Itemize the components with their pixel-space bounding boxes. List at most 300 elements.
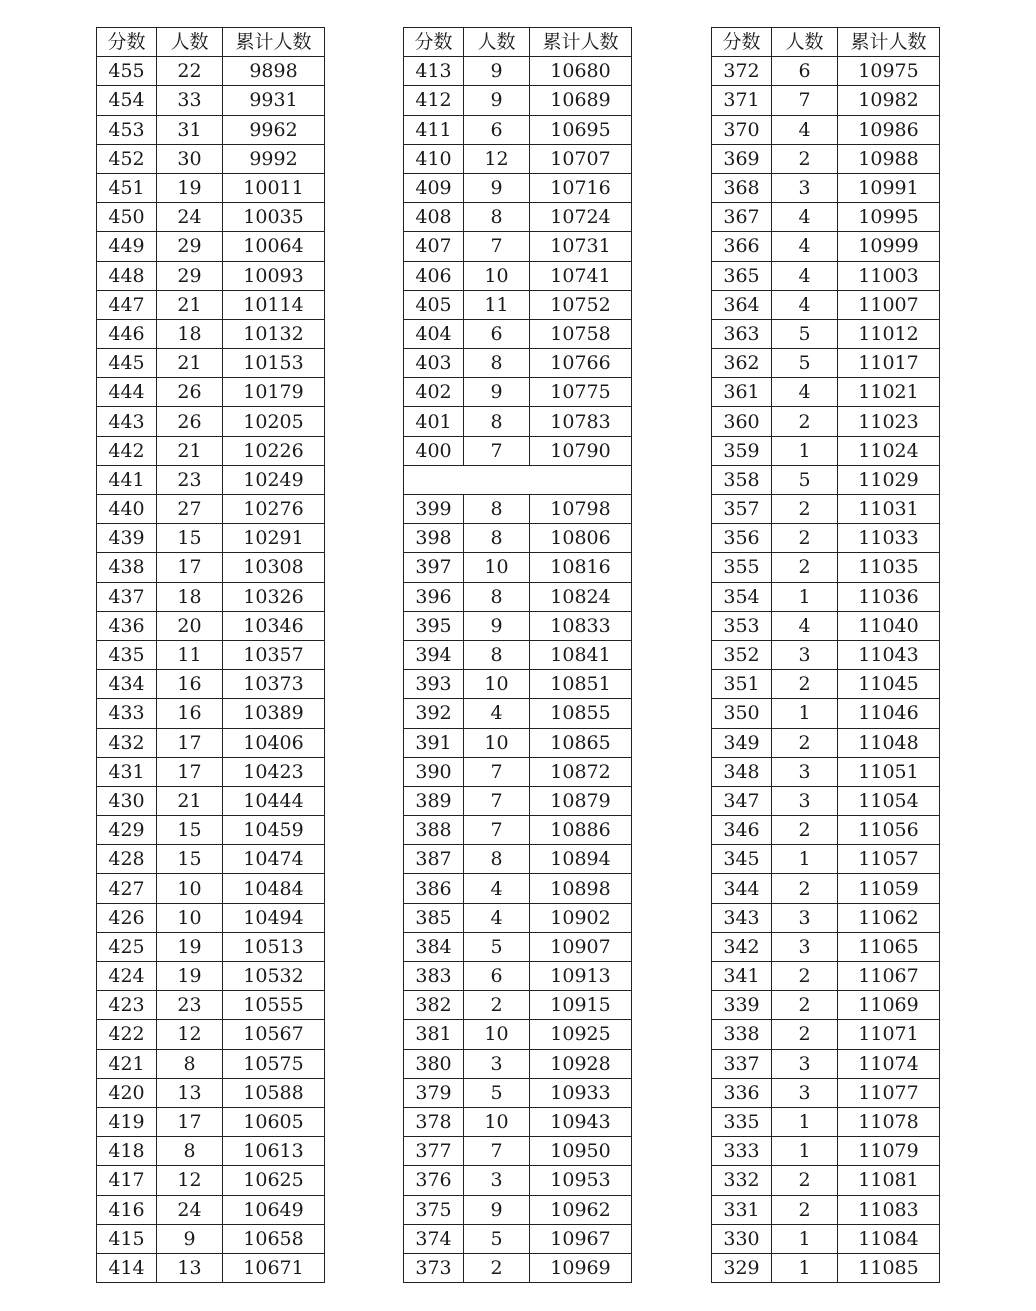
count-cell: 1 — [772, 1224, 838, 1253]
count-cell: 10 — [464, 1020, 530, 1049]
count-cell: 5 — [464, 1078, 530, 1107]
table-row — [97, 378, 325, 407]
table-row — [97, 845, 325, 874]
table-row — [712, 991, 940, 1020]
count-cell: 11 — [157, 640, 223, 669]
cumulative-cell: 9931 — [223, 86, 325, 115]
count-cell: 4 — [772, 378, 838, 407]
cumulative-cell: 10658 — [223, 1224, 325, 1253]
cumulative-cell: 10872 — [530, 757, 632, 786]
cumulative-cell: 10011 — [223, 173, 325, 202]
count-cell: 15 — [157, 845, 223, 874]
table-row — [712, 349, 940, 378]
score-cell: 384 — [404, 932, 464, 961]
count-cell: 8 — [464, 640, 530, 669]
score-cell: 342 — [712, 932, 772, 961]
cumulative-cell: 9992 — [223, 144, 325, 173]
table-row — [712, 173, 940, 202]
count-cell: 30 — [157, 144, 223, 173]
score-cell: 331 — [712, 1195, 772, 1224]
table-row — [404, 962, 632, 991]
count-cell: 26 — [157, 407, 223, 436]
score-cell: 365 — [712, 261, 772, 290]
table-row — [712, 640, 940, 669]
cumulative-cell: 10741 — [530, 261, 632, 290]
cumulative-cell: 11059 — [838, 874, 940, 903]
score-cell: 390 — [404, 757, 464, 786]
score-cell: 420 — [97, 1078, 157, 1107]
score-cell: 376 — [404, 1166, 464, 1195]
score-cell: 353 — [712, 611, 772, 640]
score-cell: 428 — [97, 845, 157, 874]
cumulative-cell: 10494 — [223, 903, 325, 932]
cumulative-cell: 10389 — [223, 699, 325, 728]
cumulative-cell: 10613 — [223, 1137, 325, 1166]
cumulative-cell: 10851 — [530, 670, 632, 699]
cumulative-cell: 10625 — [223, 1166, 325, 1195]
cumulative-cell: 11084 — [838, 1224, 940, 1253]
score-cell: 349 — [712, 728, 772, 757]
cumulative-cell: 11033 — [838, 524, 940, 553]
score-cell: 427 — [97, 874, 157, 903]
cumulative-cell: 11056 — [838, 816, 940, 845]
count-cell: 7 — [464, 1137, 530, 1166]
table-row — [712, 261, 940, 290]
cumulative-cell: 10855 — [530, 699, 632, 728]
table-row — [404, 699, 632, 728]
score-cell: 413 — [404, 57, 464, 86]
table-row — [97, 728, 325, 757]
count-cell: 12 — [464, 144, 530, 173]
cumulative-cell: 10093 — [223, 261, 325, 290]
table-row — [404, 465, 632, 494]
score-cell: 402 — [404, 378, 464, 407]
table-row — [97, 290, 325, 319]
cumulative-cell: 10308 — [223, 553, 325, 582]
score-cell: 370 — [712, 115, 772, 144]
count-cell: 21 — [157, 436, 223, 465]
cumulative-cell: 11067 — [838, 962, 940, 991]
table-row — [97, 436, 325, 465]
count-cell: 2 — [772, 407, 838, 436]
count-cell: 16 — [157, 699, 223, 728]
table-row — [404, 786, 632, 815]
score-cell: 452 — [97, 144, 157, 173]
count-cell: 15 — [157, 524, 223, 553]
cumulative-cell: 10179 — [223, 378, 325, 407]
count-cell: 29 — [157, 232, 223, 261]
table-row — [97, 1253, 325, 1282]
table-row — [712, 611, 940, 640]
cumulative-cell: 11046 — [838, 699, 940, 728]
count-cell: 5 — [772, 319, 838, 348]
table-row — [404, 349, 632, 378]
table-row — [404, 203, 632, 232]
score-cell: 417 — [97, 1166, 157, 1195]
cumulative-cell: 11012 — [838, 319, 940, 348]
cumulative-cell: 10249 — [223, 465, 325, 494]
score-cell: 451 — [97, 173, 157, 202]
table-row — [712, 553, 940, 582]
table-row — [97, 173, 325, 202]
count-cell: 10 — [157, 874, 223, 903]
score-cell: 412 — [404, 86, 464, 115]
score-cell: 401 — [404, 407, 464, 436]
header-count: 人数 — [157, 28, 223, 57]
score-cell: 356 — [712, 524, 772, 553]
table-row — [712, 1137, 940, 1166]
table-row — [712, 495, 940, 524]
count-cell: 1 — [772, 699, 838, 728]
cumulative-cell: 10346 — [223, 611, 325, 640]
table-row — [404, 874, 632, 903]
cumulative-cell: 10783 — [530, 407, 632, 436]
table-row — [97, 932, 325, 961]
count-cell: 3 — [772, 757, 838, 786]
cumulative-cell: 10459 — [223, 816, 325, 845]
cumulative-cell: 11007 — [838, 290, 940, 319]
count-cell: 9 — [464, 86, 530, 115]
score-cell: 448 — [97, 261, 157, 290]
count-cell: 3 — [464, 1049, 530, 1078]
count-cell: 9 — [464, 173, 530, 202]
table-row — [404, 757, 632, 786]
score-cell: 397 — [404, 553, 464, 582]
cumulative-cell: 10575 — [223, 1049, 325, 1078]
score-cell: 337 — [712, 1049, 772, 1078]
cumulative-cell: 10824 — [530, 582, 632, 611]
cumulative-cell: 10886 — [530, 816, 632, 845]
score-cell: 385 — [404, 903, 464, 932]
score-cell: 447 — [97, 290, 157, 319]
cumulative-cell: 11003 — [838, 261, 940, 290]
table-row — [97, 1020, 325, 1049]
cumulative-cell: 10513 — [223, 932, 325, 961]
count-cell: 2 — [772, 670, 838, 699]
score-cell: 391 — [404, 728, 464, 757]
count-cell: 10 — [157, 903, 223, 932]
count-cell: 1 — [772, 1253, 838, 1282]
cumulative-cell: 10988 — [838, 144, 940, 173]
score-cell: 430 — [97, 786, 157, 815]
table-row — [404, 261, 632, 290]
count-cell: 21 — [157, 290, 223, 319]
table-row — [712, 816, 940, 845]
table-row — [712, 728, 940, 757]
cumulative-cell: 11023 — [838, 407, 940, 436]
score-cell: 371 — [712, 86, 772, 115]
cumulative-cell: 10766 — [530, 349, 632, 378]
count-cell: 24 — [157, 1195, 223, 1224]
cumulative-cell: 10943 — [530, 1107, 632, 1136]
table-row — [404, 144, 632, 173]
header-count: 人数 — [464, 28, 530, 57]
cumulative-cell: 10444 — [223, 786, 325, 815]
score-table-2 — [403, 27, 632, 1283]
table-row — [404, 991, 632, 1020]
score-cell: 442 — [97, 436, 157, 465]
cumulative-cell: 11062 — [838, 903, 940, 932]
table-row — [97, 1195, 325, 1224]
header-score: 分数 — [404, 28, 464, 57]
count-cell: 10 — [464, 261, 530, 290]
count-cell: 7 — [464, 436, 530, 465]
score-cell: 378 — [404, 1107, 464, 1136]
table-row — [97, 991, 325, 1020]
score-cell: 345 — [712, 845, 772, 874]
cumulative-cell: 10357 — [223, 640, 325, 669]
score-cell: 415 — [97, 1224, 157, 1253]
table-row — [97, 903, 325, 932]
score-cell: 423 — [97, 991, 157, 1020]
count-cell: 18 — [157, 582, 223, 611]
table-row — [97, 611, 325, 640]
table-row — [712, 1253, 940, 1282]
count-cell: 10 — [464, 553, 530, 582]
count-cell: 3 — [772, 173, 838, 202]
score-cell: 341 — [712, 962, 772, 991]
count-cell: 10 — [464, 728, 530, 757]
count-cell: 4 — [464, 874, 530, 903]
table-row — [712, 1078, 940, 1107]
table-row — [404, 903, 632, 932]
score-cell: 348 — [712, 757, 772, 786]
cumulative-cell: 10833 — [530, 611, 632, 640]
table-row — [712, 582, 940, 611]
count-cell: 3 — [772, 1049, 838, 1078]
count-cell: 9 — [464, 57, 530, 86]
score-cell: 388 — [404, 816, 464, 845]
table-row — [404, 232, 632, 261]
count-cell: 2 — [772, 524, 838, 553]
table-row — [404, 582, 632, 611]
header-cumulative: 累计人数 — [530, 28, 632, 57]
count-cell: 2 — [772, 1020, 838, 1049]
cumulative-cell: 10950 — [530, 1137, 632, 1166]
cumulative-cell: 10716 — [530, 173, 632, 202]
header-score: 分数 — [97, 28, 157, 57]
count-cell: 12 — [157, 1020, 223, 1049]
score-cell: 424 — [97, 962, 157, 991]
score-cell: 431 — [97, 757, 157, 786]
table-row — [404, 1253, 632, 1282]
score-cell: 399 — [404, 495, 464, 524]
cumulative-cell: 10915 — [530, 991, 632, 1020]
count-cell: 21 — [157, 349, 223, 378]
table-row — [712, 1195, 940, 1224]
table-row — [712, 699, 940, 728]
count-cell: 22 — [157, 57, 223, 86]
score-cell: 369 — [712, 144, 772, 173]
score-cell: 336 — [712, 1078, 772, 1107]
score-cell: 351 — [712, 670, 772, 699]
score-cell: 383 — [404, 962, 464, 991]
table-row — [404, 932, 632, 961]
count-cell: 19 — [157, 173, 223, 202]
score-cell: 352 — [712, 640, 772, 669]
count-cell: 6 — [464, 115, 530, 144]
table-row — [97, 407, 325, 436]
score-cell: 432 — [97, 728, 157, 757]
score-cell: 364 — [712, 290, 772, 319]
cumulative-cell: 10588 — [223, 1078, 325, 1107]
count-cell: 9 — [157, 1224, 223, 1253]
table-row — [404, 1049, 632, 1078]
count-cell: 17 — [157, 757, 223, 786]
count-cell: 5 — [772, 465, 838, 494]
count-cell: 3 — [464, 1166, 530, 1195]
count-cell: 4 — [772, 290, 838, 319]
table-row — [97, 232, 325, 261]
count-cell: 3 — [772, 932, 838, 961]
table-row — [97, 874, 325, 903]
count-cell: 4 — [772, 115, 838, 144]
score-cell: 374 — [404, 1224, 464, 1253]
cumulative-cell: 11083 — [838, 1195, 940, 1224]
table-row — [712, 1020, 940, 1049]
count-cell: 8 — [464, 407, 530, 436]
score-cell: 440 — [97, 495, 157, 524]
count-cell: 2 — [464, 991, 530, 1020]
cumulative-cell: 10925 — [530, 1020, 632, 1049]
cumulative-cell: 10995 — [838, 203, 940, 232]
table-row — [404, 115, 632, 144]
count-cell: 31 — [157, 115, 223, 144]
cumulative-cell: 10205 — [223, 407, 325, 436]
table-row — [97, 1078, 325, 1107]
cumulative-cell: 11040 — [838, 611, 940, 640]
count-cell: 7 — [464, 786, 530, 815]
score-cell: 411 — [404, 115, 464, 144]
count-cell: 8 — [464, 495, 530, 524]
cumulative-cell: 11024 — [838, 436, 940, 465]
count-cell: 1 — [772, 845, 838, 874]
count-cell: 26 — [157, 378, 223, 407]
table-row — [97, 115, 325, 144]
score-cell: 406 — [404, 261, 464, 290]
cumulative-cell: 10555 — [223, 991, 325, 1020]
score-cell: 380 — [404, 1049, 464, 1078]
score-cell: 454 — [97, 86, 157, 115]
table-row — [712, 378, 940, 407]
table-row — [712, 524, 940, 553]
count-cell: 33 — [157, 86, 223, 115]
cumulative-cell: 11069 — [838, 991, 940, 1020]
table-row — [712, 1224, 940, 1253]
score-cell: 396 — [404, 582, 464, 611]
table-row — [97, 524, 325, 553]
cumulative-cell: 10991 — [838, 173, 940, 202]
score-cell: 446 — [97, 319, 157, 348]
count-cell: 1 — [772, 1137, 838, 1166]
table-row — [712, 903, 940, 932]
count-cell: 2 — [772, 1195, 838, 1224]
cumulative-cell: 11079 — [838, 1137, 940, 1166]
table-row — [712, 57, 940, 86]
score-cell: 366 — [712, 232, 772, 261]
score-cell: 346 — [712, 816, 772, 845]
table-row — [712, 845, 940, 874]
table-row — [97, 1107, 325, 1136]
score-cell: 387 — [404, 845, 464, 874]
cumulative-cell: 10226 — [223, 436, 325, 465]
table-row — [97, 582, 325, 611]
cumulative-cell: 10953 — [530, 1166, 632, 1195]
cumulative-cell: 11081 — [838, 1166, 940, 1195]
cumulative-cell: 10790 — [530, 436, 632, 465]
score-cell: 350 — [712, 699, 772, 728]
table-row — [712, 670, 940, 699]
table-row — [404, 1020, 632, 1049]
cumulative-cell: 10035 — [223, 203, 325, 232]
score-cell: 436 — [97, 611, 157, 640]
table-row — [404, 728, 632, 757]
cumulative-cell: 10671 — [223, 1253, 325, 1282]
table-row — [97, 1224, 325, 1253]
cumulative-cell: 10907 — [530, 932, 632, 961]
count-cell: 4 — [772, 203, 838, 232]
count-cell: 8 — [464, 845, 530, 874]
table-row — [97, 144, 325, 173]
count-cell: 16 — [157, 670, 223, 699]
score-cell: 382 — [404, 991, 464, 1020]
table-row — [404, 1224, 632, 1253]
count-cell: 1 — [772, 436, 838, 465]
count-cell: 9 — [464, 1195, 530, 1224]
table-row — [404, 1137, 632, 1166]
table-row — [712, 962, 940, 991]
score-cell: 414 — [97, 1253, 157, 1282]
table-row — [97, 786, 325, 815]
score-cell: 373 — [404, 1253, 464, 1282]
table-row — [97, 349, 325, 378]
score-cell: 439 — [97, 524, 157, 553]
cumulative-cell: 10775 — [530, 378, 632, 407]
header-cumulative: 累计人数 — [838, 28, 940, 57]
cumulative-cell: 10933 — [530, 1078, 632, 1107]
score-cell: 338 — [712, 1020, 772, 1049]
table-row — [404, 1195, 632, 1224]
count-cell: 4 — [772, 611, 838, 640]
cumulative-cell: 11043 — [838, 640, 940, 669]
cumulative-cell: 10969 — [530, 1253, 632, 1282]
table-row — [712, 932, 940, 961]
count-cell: 3 — [772, 903, 838, 932]
cumulative-cell: 10967 — [530, 1224, 632, 1253]
score-cell: 330 — [712, 1224, 772, 1253]
cumulative-cell: 10132 — [223, 319, 325, 348]
score-cell: 395 — [404, 611, 464, 640]
table-row — [97, 261, 325, 290]
table-row — [712, 232, 940, 261]
table-row — [404, 1166, 632, 1195]
score-cell: 421 — [97, 1049, 157, 1078]
cumulative-cell: 10975 — [838, 57, 940, 86]
table-row — [712, 290, 940, 319]
table-row — [404, 86, 632, 115]
cumulative-cell: 10798 — [530, 495, 632, 524]
table-row — [97, 465, 325, 494]
count-cell: 8 — [157, 1137, 223, 1166]
table-row — [712, 407, 940, 436]
count-cell: 17 — [157, 1107, 223, 1136]
score-cell: 438 — [97, 553, 157, 582]
count-cell: 8 — [157, 1049, 223, 1078]
score-cell: 426 — [97, 903, 157, 932]
score-cell: 418 — [97, 1137, 157, 1166]
table-row — [97, 699, 325, 728]
count-cell: 4 — [464, 903, 530, 932]
